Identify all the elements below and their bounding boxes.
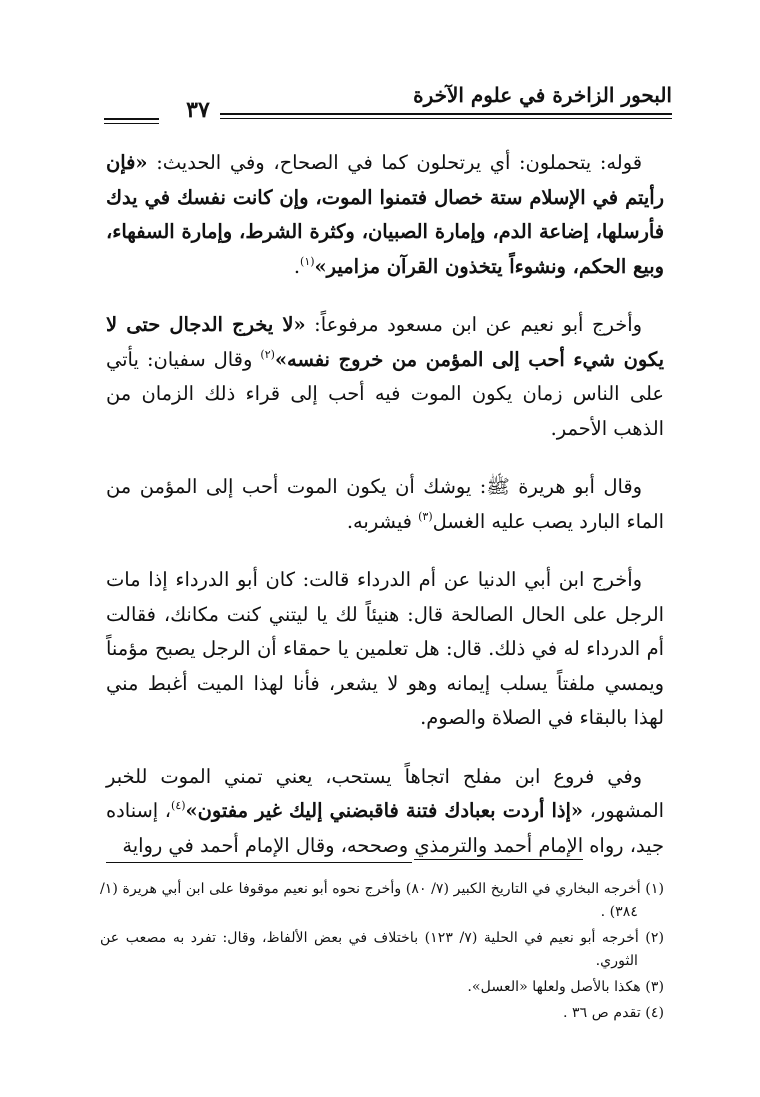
footnotes	[100, 878, 664, 1028]
footnote-ref: (٢)	[260, 347, 275, 361]
hadith-quote: «لا يخرج الدجال حتى لا يكون شيء أحب إلى المؤمن من خروج نفسه»	[106, 313, 664, 371]
footnote-1: (١) أخرجه البخاري في التاريخ الكبير (٧/ ٨٠) وأخرج نحوه أبو نعيم موقوفا على ابن أبي هريرة (١/ ٣٨٤) .	[100, 881, 664, 920]
page-number: ٣٧	[186, 97, 210, 123]
paragraph-3	[106, 470, 664, 539]
paragraph-text: قوله: يتحملون: أي يرتحلون كما في الصحاح، وفي الحديث:	[147, 151, 642, 174]
body-text	[106, 146, 664, 887]
footnote-3: (٣) هكذا بالأصل ولعلها «العسل».	[467, 979, 664, 995]
hadith-quote: «إذا أردت بعبادك فتنة فاقبضني إليك غير مفتون»	[185, 799, 584, 822]
footnote-separator	[106, 862, 412, 863]
paragraph-1	[106, 146, 664, 284]
paragraph-text: وأخرج أبو نعيم عن ابن مسعود مرفوعاً:	[305, 313, 642, 336]
footnote-ref: (٤)	[171, 799, 186, 812]
footnote-4: (٤) تقدم ص ٣٦ .	[562, 1005, 664, 1021]
paragraph-text: وقال سفيان: يأتي على الناس زمان يكون الموت فيه أحب إلى قراء ذلك الزمان من الذهب الأحمر.	[106, 347, 664, 440]
paragraph-text: وأخرج ابن أبي الدنيا عن أم الدرداء قالت: كان أبو الدرداء إذا مات الرجل على الحال الصالحة قال: هنيئاً لك يا ليتني كنت مكانك، فقالت أم الدرداء له في ذلك. قال: هل تعلمين يا حمقاء أن الرجل يصبح مؤمناً ويمسي ملفتاً يسلب إيمانه وهو لا يشعر، فأنا لهذا الميت أغبط مني لهذا بالبقاء في الصلاة والصوم.	[106, 568, 664, 729]
paragraph-5	[106, 760, 664, 864]
paragraph-text: ، إسناده جيد، رواه	[106, 799, 664, 857]
running-title: البحور الزاخرة في علوم الآخرة	[413, 83, 672, 107]
paragraph-4	[106, 563, 664, 736]
paragraph-2	[106, 308, 664, 446]
header-rule-short	[104, 118, 159, 124]
footnote-2: (٢) أخرجه أبو نعيم في الحلية (٧/ ١٢٣) باختلاف في بعض الألفاظ، وقال: تفرد به مصعب عن الثوري.	[100, 930, 664, 969]
paragraph-text: وصححه، وقال الإمام أحمد في رواية	[122, 833, 415, 857]
paragraph-text: وفي فروع ابن مفلح اتجاهاً يستحب، يعني تمني الموت للخبر المشهور،	[106, 764, 664, 822]
paragraph-text: وقال أبو هريرة ﷺ: يوشك أن يكون الموت أحب إلى المؤمن من الماء البارد يصب عليه الغسل	[106, 475, 664, 533]
paragraph-text: .	[293, 254, 301, 278]
footnote-ref: (٣)	[418, 509, 433, 523]
footnote-ref: (١)	[300, 254, 315, 268]
paragraph-text: فيشربه.	[346, 509, 419, 533]
header-rule-long	[220, 113, 672, 119]
underlined-text: الإمام أحمد والترمذي	[414, 834, 583, 860]
hadith-quote: «فإن رأيتم في الإسلام ستة خصال فتمنوا الموت، وإن كانت نفسك في يدك فأرسلها، إضاعة الدم، وإمارة الصبيان، وكثرة الشرط، وإمارة السفهاء، وبيع الحكم، ونشوءاً يتخذون القرآن مزامير»	[106, 151, 664, 278]
